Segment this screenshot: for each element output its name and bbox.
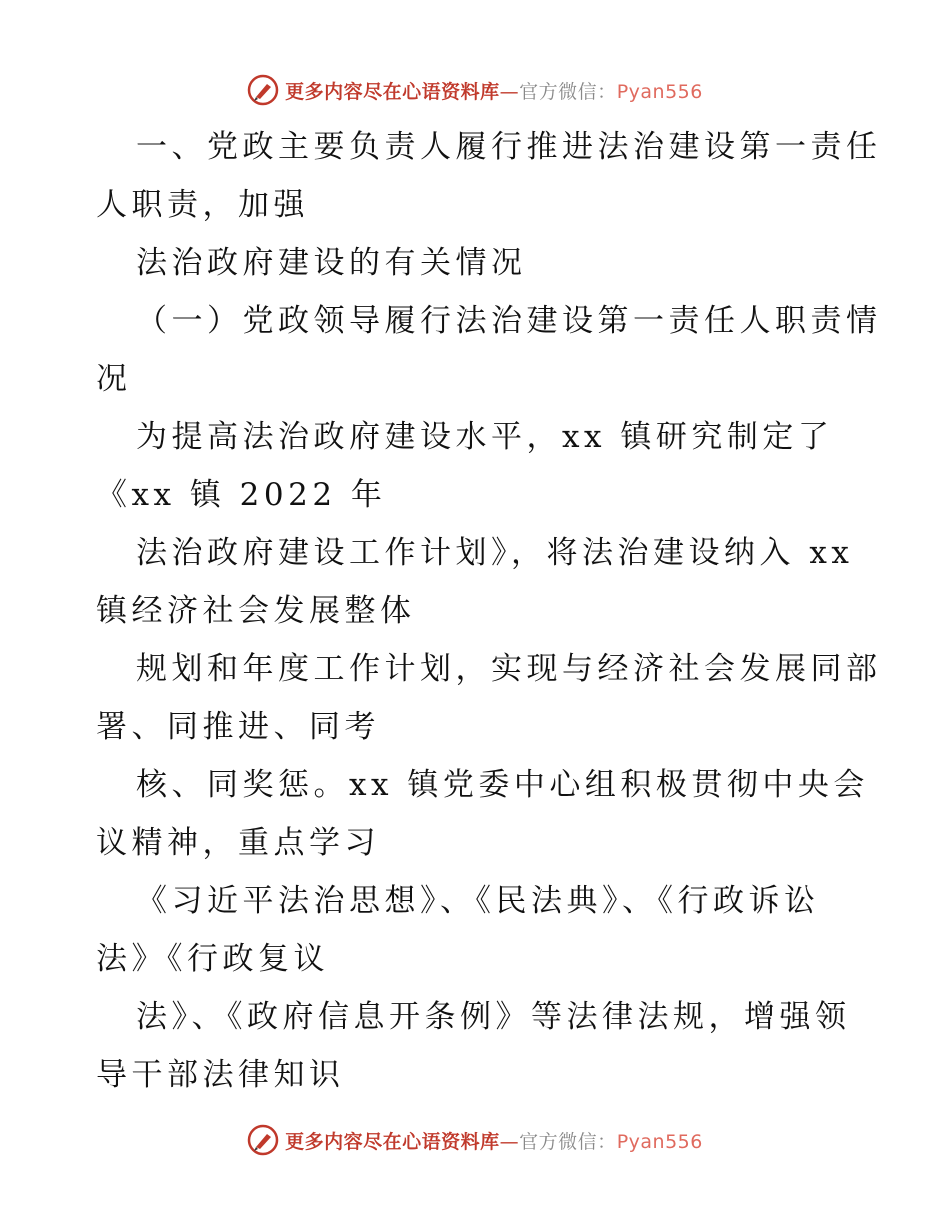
text-line: 议精神，重点学习 [96,825,380,861]
footer-watermark [0,1120,950,1160]
text-line: 法》、《政府信息开条例》等法律法规，增强领 [136,999,851,1035]
text-line: 《xx 镇 2022 年 [96,477,387,513]
text-line: 《习近平法治思想》、《民法典》、《行政诉讼 [136,883,820,919]
text-line: 人职责，加强 [96,187,309,223]
text-line: 为提高法治政府建设水平，xx 镇研究制定了 [136,419,834,455]
header-watermark [0,70,950,110]
text-line: 一、党政主要负责人履行推进法治建设第一责任 [136,129,882,165]
watermark-wechat-id: Pyan556 [616,80,703,103]
text-line: 署、同推进、同考 [96,709,380,745]
document-body [96,118,882,1104]
text-line: 导干部法律知识 [96,1057,345,1093]
text-line: 核、同奖惩。xx 镇党委中心组积极贯彻中央会 [136,767,869,803]
text-line: （一）党政领导履行法治建设第一责任人职责情 [136,303,882,339]
watermark-main-text: 更多内容尽在心语资料库 [285,1130,500,1153]
watermark-label: 官方微信： [519,80,617,103]
watermark-separator: — [499,1130,520,1153]
pen-logo-icon [247,74,279,106]
watermark-main-text: 更多内容尽在心语资料库 [285,80,500,103]
text-line: 镇经济社会发展整体 [96,593,416,629]
watermark-separator: — [499,80,520,103]
watermark-label: 官方微信： [519,1130,617,1153]
text-line: 况 [96,361,132,397]
text-line: 规划和年度工作计划，实现与经济社会发展同部 [136,651,882,687]
pen-logo-icon [247,1124,279,1156]
text-line: 法治政府建设的有关情况 [136,245,527,281]
text-line: 法》《行政复议 [96,941,329,977]
text-line: 法治政府建设工作计划》，将法治建设纳入 xx [136,535,854,571]
watermark-wechat-id: Pyan556 [616,1130,703,1153]
